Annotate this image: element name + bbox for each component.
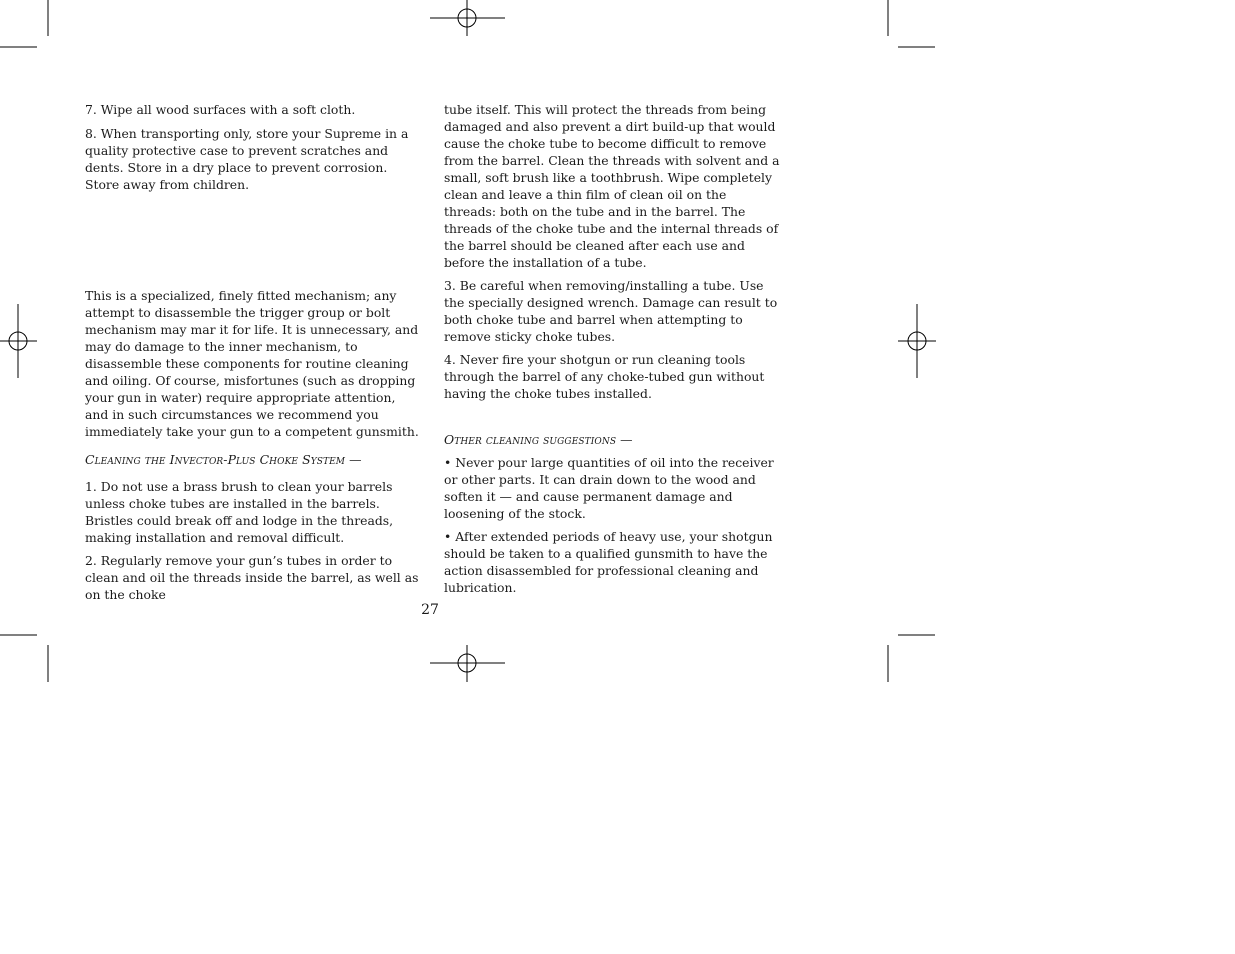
paragraph-choke-step-4: 4. Never fire your shotgun or run cleaning tools through the barrel of any choke-tubed gun without having the choke tubes installed. xyxy=(444,352,765,401)
registration-mark-right xyxy=(898,304,936,378)
page-number: 27 xyxy=(421,602,439,618)
paragraph-choke-step-1: 1. Do not use a brass brush to clean your barrels unless choke tubes are installed in the barrels. Bristles could break off and lodge in the threads, making installation and removal difficult. xyxy=(85,479,394,545)
paragraph-step-7: 7. Wipe all wood surfaces with a soft cloth. xyxy=(85,102,356,117)
registration-mark-bottom xyxy=(430,645,505,682)
paragraph-mechanism-warning: This is a specialized, finely fitted mechanism; any attempt to disassemble the trigger group or bolt mechanism may mar it for life. It is unnecessary, and may do damage to the inner mechanism, to disassemble these components for routine cleaning and oiling. Of course, misfortunes (such as dropping your gun in water) require appropriate attention, and in such circumstances we recommend you immediately take your gun to a competent gunsmith. xyxy=(85,288,419,439)
paragraph-step-8: 8. When transporting only, store your Supreme in a quality protective case to prevent scratches and dents. Store in a dry place to prevent corrosion. Store away from children. xyxy=(85,126,409,192)
paragraph-bullet-gunsmith: • After extended periods of heavy use, your shotgun should be taken to a qualified gunsmith to have the action disassembled for professional cleaning and lubrication. xyxy=(444,529,773,595)
heading-other-cleaning: Other cleaning suggestions — xyxy=(444,432,633,447)
right-column xyxy=(444,101,780,596)
registration-mark-top xyxy=(430,0,505,36)
left-column xyxy=(85,101,419,603)
registration-mark-left xyxy=(0,304,37,378)
paragraph-bullet-oil: • Never pour large quantities of oil into the receiver or other parts. It can drain down to the wood and soften it — and cause permanent damage and loosening of the stock. xyxy=(444,455,774,521)
paragraph-choke-step-2-continued: tube itself. This will protect the threads from being damaged and also prevent a dirt build-up that would cause the choke tube to become difficult to remove from the barrel. Clean the threads with solvent and a small, soft brush like a toothbrush. Wipe completely clean and leave a thin film of clean oil on the threads: both on the tube and in the barrel. The threads of the choke tube and the internal threads of the barrel should be cleaned after each use and before the installation of a tube. xyxy=(444,102,780,270)
heading-choke-system: Cleaning the Invector-Plus Choke System — xyxy=(85,452,362,467)
paragraph-choke-step-3: 3. Be careful when removing/installing a tube. Use the specially designed wrench. Damage can result to both choke tube and barrel when attempting to remove sticky choke tubes. xyxy=(444,278,778,344)
paragraph-choke-step-2: 2. Regularly remove your gun’s tubes in order to clean and oil the threads inside the barrel, as well as on the choke xyxy=(85,553,419,602)
